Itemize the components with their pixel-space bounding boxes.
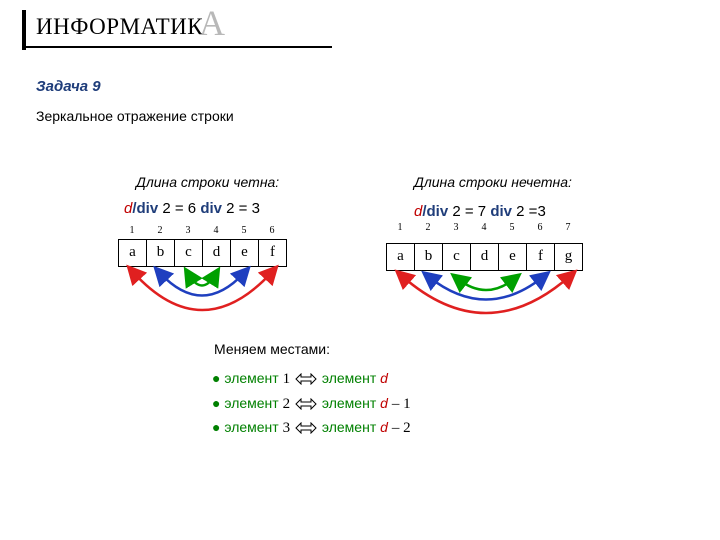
swap-item: ● элемент 1 элемент d: [212, 370, 388, 387]
index-label: 3: [185, 225, 191, 236]
string-cell: a: [118, 239, 147, 267]
odd-arc-inner: [458, 279, 514, 290]
double-arrow-icon: [294, 373, 318, 385]
bullet-icon: ●: [212, 419, 221, 435]
index-label: 4: [481, 222, 487, 233]
odd-caption: Длина строки нечетна:: [414, 174, 572, 190]
even-arc-outer: [133, 272, 272, 310]
double-arrow-icon: [294, 422, 318, 434]
odd-arc-middle: [429, 277, 543, 300]
string-cell: c: [442, 243, 471, 271]
string-cell: e: [230, 239, 259, 267]
bullet-icon: ●: [212, 370, 221, 386]
index-label: 7: [565, 222, 571, 233]
string-cell: b: [414, 243, 443, 271]
index-label: 5: [241, 225, 247, 236]
bullet-icon: ●: [212, 395, 221, 411]
even-formula-eq1: 2 = 6: [162, 200, 197, 217]
swap-title: Меняем местами:: [214, 341, 331, 357]
odd-formula-eq1: 2 = 7: [452, 203, 487, 220]
string-cell: g: [554, 243, 583, 271]
string-cell: f: [526, 243, 555, 271]
index-label: 2: [425, 222, 431, 233]
index-label: 2: [157, 225, 163, 236]
even-formula-eq2: 2 = 3: [226, 200, 260, 217]
string-cell: b: [146, 239, 175, 267]
logo-text: ИНФОРМАТИК: [36, 14, 204, 39]
task-subtitle: Зеркальное отражение строки: [36, 108, 234, 124]
double-arrow-icon: [294, 398, 318, 410]
even-formula-op2: div: [200, 200, 222, 217]
even-caption: Длина строки четна:: [136, 174, 280, 190]
string-cell: a: [386, 243, 415, 271]
even-formula-var: d: [124, 200, 133, 217]
index-label: 6: [269, 225, 275, 236]
swap-item: ● элемент 2 элемент d – 1: [212, 395, 411, 412]
string-cell: d: [202, 239, 231, 267]
index-label: 6: [537, 222, 543, 233]
index-label: 4: [213, 225, 219, 236]
even-arc-inner: [189, 275, 215, 286]
string-cell: d: [470, 243, 499, 271]
odd-formula-op1: /div: [422, 203, 449, 220]
odd-formula-eq2: 2 =3: [516, 203, 546, 220]
swap-item: ● элемент 3 элемент d – 2: [212, 419, 411, 436]
logo-letter: А: [199, 3, 225, 43]
index-label: 5: [509, 222, 515, 233]
odd-arc-outer: [402, 276, 570, 313]
index-label: 3: [453, 222, 459, 233]
even-formula-op1: /div: [132, 200, 159, 217]
odd-formula-op2: div: [490, 203, 512, 220]
string-cell: f: [258, 239, 287, 267]
task-title: Задача 9: [36, 78, 101, 95]
odd-formula-var: d: [414, 203, 423, 220]
index-label: 1: [129, 225, 135, 236]
string-cell: c: [174, 239, 203, 267]
index-label: 1: [397, 222, 403, 233]
string-cell: e: [498, 243, 527, 271]
